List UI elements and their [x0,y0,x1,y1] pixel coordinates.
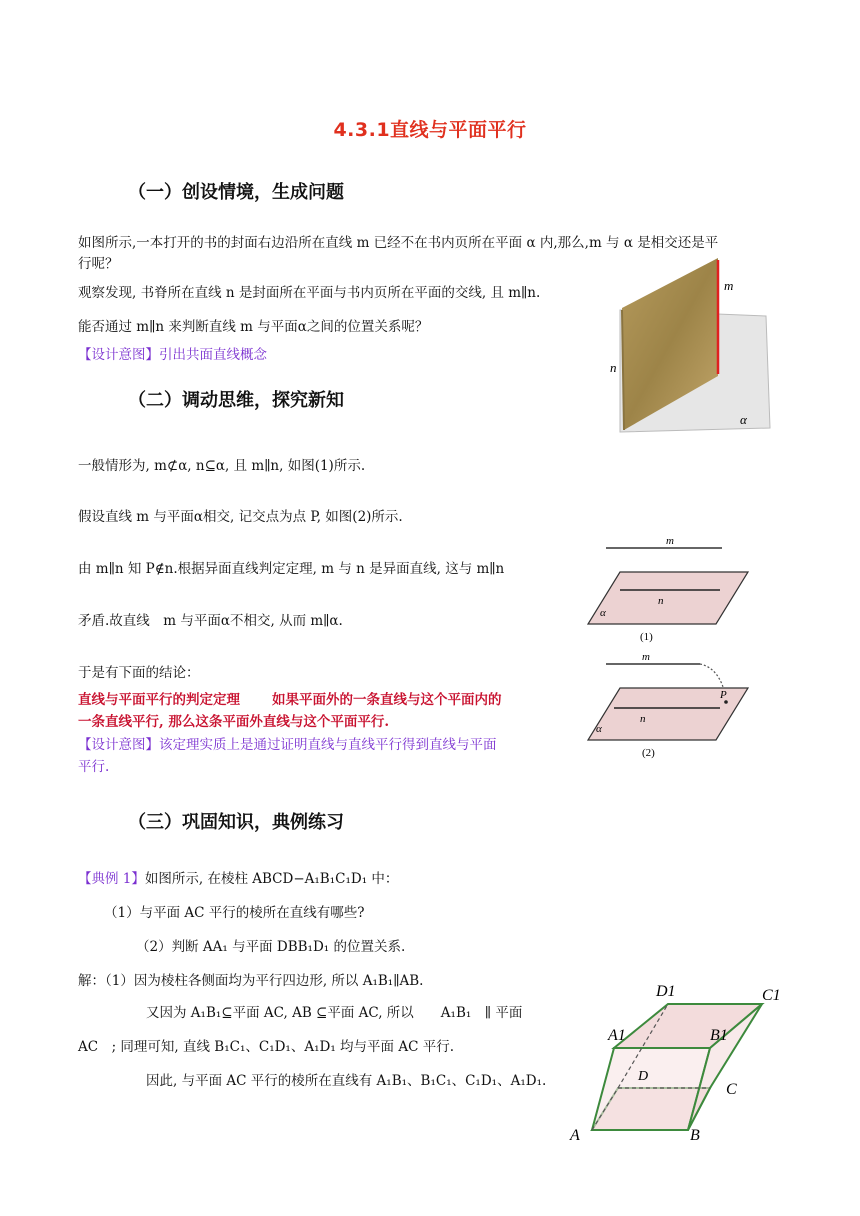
theorem-line-1 [78,689,558,711]
question-2: （2）判断 AA₁ 与平面 DBB₁D₁ 的位置关系. [136,939,406,955]
label-m: m [724,278,734,293]
prism-figure [562,976,794,1148]
label-n-2: n [640,713,646,725]
solution-line-3: AC ; 同理可知, 直线 B₁C₁、C₁D₁、A₁D₁ 均与平面 AC 平行. [78,1039,454,1055]
caption-2: (2) [642,747,655,759]
design-tag: 【设计意图】 [78,737,159,753]
sec2-paragraph-5: 于是有下面的结论： [78,665,200,681]
sec2-design-note [78,734,558,756]
page-title: 4.3.1直线与平面平行 [333,119,527,141]
label-p: P [720,689,727,701]
section-heading-3: （三）巩固知识，典例练习 [128,812,344,833]
label-m-1: m [666,535,674,547]
planes-figure [570,532,770,768]
example-line [78,868,398,890]
sec2-paragraph-2: 假设直线 m 与平面α相交, 记交点为点 P, 如图(2)所示. [78,509,403,525]
design-text: 引出共面直线概念 [159,347,267,363]
plane-alpha-1 [588,572,748,624]
solution-line-1: 解：（1）因为棱柱各侧面均为平行四边形, 所以 A₁B₁∥AB. [78,973,424,989]
theorem-text-1: 如果平面外的一条直线与这个平面内的 [272,692,502,708]
label-n-1: n [658,595,664,607]
example-text: 如图所示, 在棱柱 ABCD−A₁B₁C₁D₁ 中： [144,871,399,887]
label-B: B [690,1127,700,1144]
solution-line-2: 又因为 A₁B₁⊆平面 AC, AB ⊆平面 AC, 所以 A₁B₁ ∥ 平面 [146,1005,523,1021]
label-D1: D1 [656,983,676,1000]
sec2-paragraph-3: 由 m∥n 知 P∉n.根据异面直线判定定理, m 与 n 是异面直线, 这与 m∥n [78,561,505,577]
sec1-paragraph-2: 观察发现, 书脊所在直线 n 是封面所在平面与书内页所在平面的交线, 且 m∥n. [78,285,541,301]
label-C: C [726,1081,737,1098]
label-alpha: α [740,412,747,427]
label-D: D [638,1069,649,1084]
design-text: 该定理实质上是通过证明直线与直线平行得到直线与平面 [159,737,497,753]
section-heading-1: （一）创设情境，生成问题 [128,182,344,203]
sec2-paragraph-1: 一般情形为, m⊄α, n⊆α, 且 m∥n, 如图(1)所示. [78,458,366,474]
theorem-line-2: 一条直线平行, 那么这条平面外直线与这个平面平行. [78,714,390,730]
label-A: A [570,1127,580,1144]
theorem-name: 直线与平面平行的判定定理 [78,692,240,708]
sec2-design-note-2: 平行. [78,759,110,775]
label-C1: C1 [762,987,781,1004]
example-tag: 【典例 1】 [78,871,145,887]
label-n: n [610,360,617,375]
label-alpha-2: α [596,723,602,735]
label-B1: B1 [710,1027,728,1044]
sec1-paragraph-3: 能否通过 m∥n 来判断直线 m 与平面α之间的位置关系呢？ [78,319,429,335]
solution-line-4: 因此, 与平面 AC 平行的棱所在直线有 A₁B₁、B₁C₁、C₁D₁、A₁D₁. [146,1073,547,1089]
label-A1: A1 [608,1027,626,1044]
sec1-paragraph-1b: 行呢？ [78,256,119,272]
sec1-paragraph-1: 如图所示,一本打开的书的封面右边沿所在直线 m 已经不在书内页所在平面 α 内,那么,m 与 α 是相交还是平 [78,235,719,251]
book-figure [600,256,780,436]
section-heading-2: （二）调动思维，探究新知 [128,390,344,411]
label-m-2: m [642,651,650,663]
sec2-paragraph-4: 矛盾.故直线 m 与平面α不相交, 从而 m∥α. [78,613,343,629]
design-tag: 【设计意图】 [78,347,159,363]
question-1: （1）与平面 AC 平行的棱所在直线有哪些? [104,905,365,921]
sec1-design-note [78,344,267,366]
caption-1: (1) [640,631,653,643]
label-alpha-1: α [600,607,606,619]
